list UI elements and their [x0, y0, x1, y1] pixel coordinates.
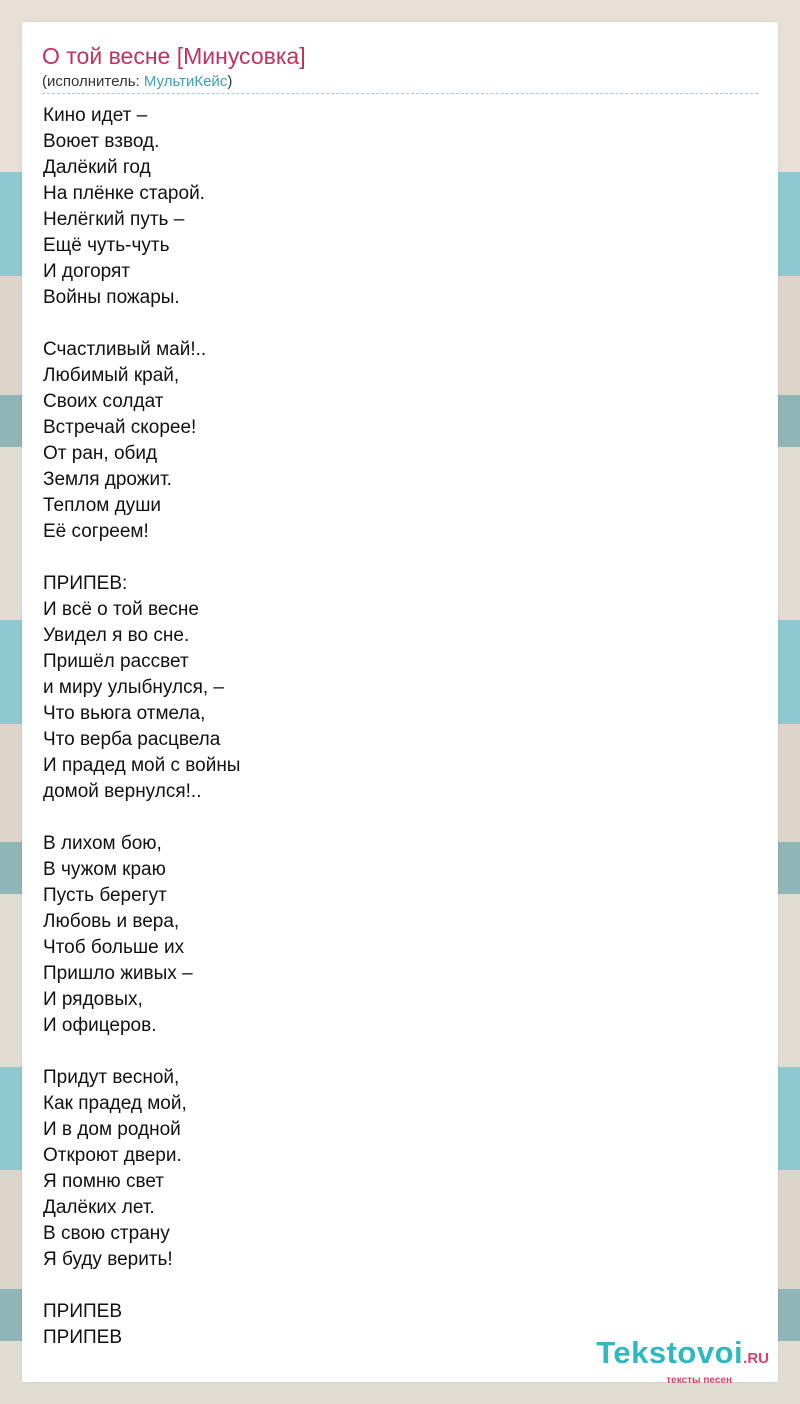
logo-tld: .RU	[743, 1350, 769, 1367]
lyric-line: Я помню свет	[43, 1171, 164, 1192]
lyric-line: Далёкий год	[43, 157, 151, 178]
lyric-line: И прадед мой с войны	[43, 755, 241, 776]
lyric-line: Земля дрожит.	[43, 469, 172, 490]
lyric-line: И в дом родной	[43, 1119, 181, 1140]
lyric-line: И всё о той весне	[43, 599, 199, 620]
lyrics-card	[22, 22, 778, 1386]
title-divider	[42, 93, 758, 94]
lyrics-text	[43, 103, 240, 1377]
lyric-line: Нелёгкий путь –	[43, 209, 185, 230]
lyric-line: Увидел я во сне.	[43, 625, 190, 646]
lyric-line: Войны пожары.	[43, 287, 180, 308]
lyric-line: Её согреем!	[43, 521, 149, 542]
lyric-line: Придут весной,	[43, 1067, 180, 1088]
lyric-line: Кино идет –	[43, 105, 148, 126]
lyric-line: ПРИПЕВ:	[43, 573, 128, 594]
lyric-line: Любимый край,	[43, 365, 180, 386]
lyric-line: Далёких лет.	[43, 1197, 155, 1218]
lyric-line: Своих солдат	[43, 391, 164, 412]
stanza	[43, 1299, 240, 1351]
lyric-line: Воюет взвод.	[43, 131, 160, 152]
lyric-line: Встречай скорее!	[43, 417, 197, 438]
lyric-line: и миру улыбнулся, –	[43, 677, 224, 698]
stanza	[43, 103, 240, 311]
lyric-line: Пусть берегут	[43, 885, 167, 906]
lyric-line: От ран, обид	[43, 443, 158, 464]
stanza	[43, 831, 240, 1039]
stanza	[43, 1065, 240, 1273]
logo-name: Tekstovoi	[596, 1335, 744, 1370]
lyric-line: Пришло живых –	[43, 963, 193, 984]
lyric-line: ПРИПЕВ	[43, 1301, 122, 1322]
performer-suffix: )	[227, 73, 233, 90]
lyric-line: И догорят	[43, 261, 131, 282]
lyric-line: Пришёл рассвет	[43, 651, 189, 672]
lyric-line: В лихом бою,	[43, 833, 162, 854]
lyric-line: Что верба расцвела	[43, 729, 221, 750]
lyric-line: ПРИПЕВ	[43, 1327, 122, 1348]
performer-prefix: (исполнитель:	[42, 73, 144, 90]
lyric-line: Счастливый май!..	[43, 339, 207, 360]
song-title: О той весне [Минусовка]	[42, 43, 306, 69]
lyric-line: В чужом краю	[43, 859, 166, 880]
lyric-line: И рядовых,	[43, 989, 143, 1010]
stanza	[43, 337, 240, 545]
lyric-line: И офицеров.	[43, 1015, 157, 1036]
lyric-line: В свою страну	[43, 1223, 170, 1244]
lyric-line: Что вьюга отмела,	[43, 703, 206, 724]
lyric-line: Откроют двери.	[43, 1145, 182, 1166]
logo-wordmark	[559, 1337, 769, 1375]
lyric-line: Как прадед мой,	[43, 1093, 187, 1114]
stanza	[43, 571, 240, 805]
logo-tagline: тексты песен	[666, 1375, 732, 1386]
performer-link[interactable]: МультиКейс	[143, 73, 228, 90]
lyric-line: Теплом души	[43, 495, 162, 516]
lyric-line: На плёнке старой.	[43, 183, 205, 204]
lyric-line: домой вернулся!..	[43, 781, 202, 802]
performer-line	[42, 73, 232, 90]
lyric-line: Ещё чуть-чуть	[43, 235, 170, 256]
site-logo[interactable]	[559, 1335, 769, 1386]
lyric-line: Я буду верить!	[43, 1249, 173, 1270]
lyric-line: Чтоб больше их	[43, 937, 185, 958]
lyric-line: Любовь и вера,	[43, 911, 180, 932]
